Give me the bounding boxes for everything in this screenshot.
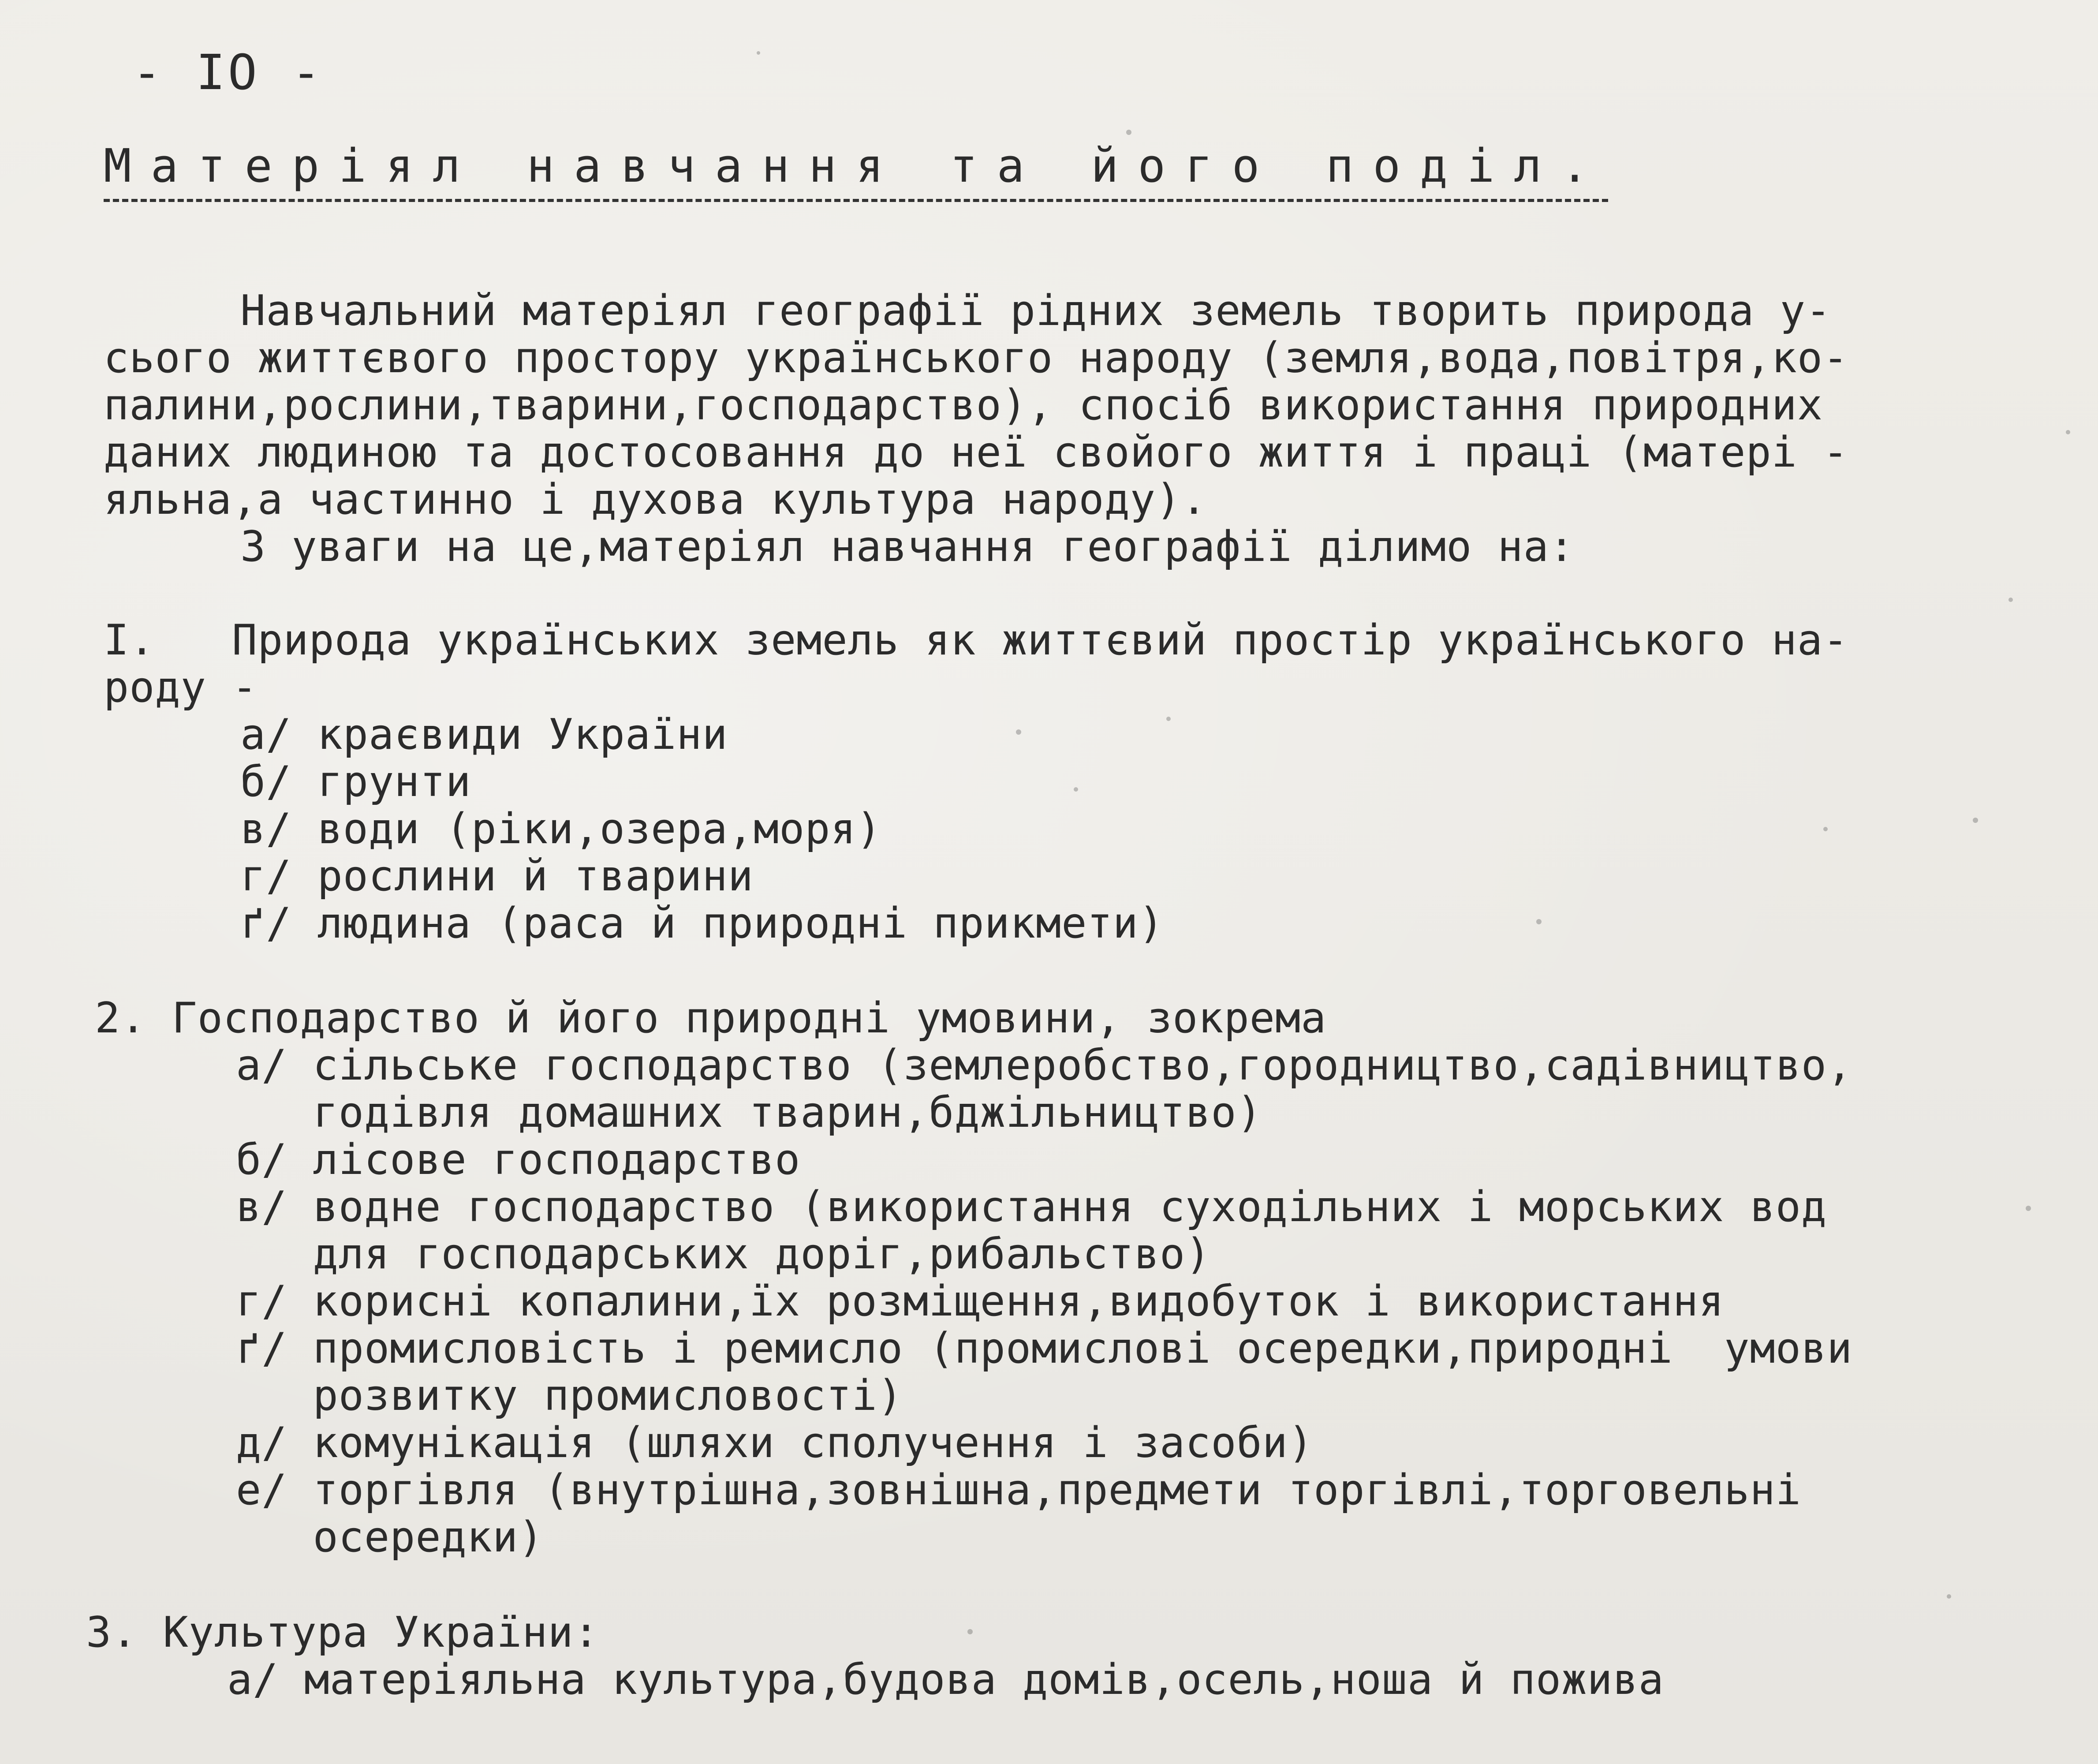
section-title: 2. Господарство й його природні умовини, зокрема: [95, 994, 1327, 1043]
list-item-cont: годівля домашних тварин,бджільництво): [236, 1088, 1262, 1137]
list-item: а/ краєвиди України: [240, 710, 728, 759]
paragraph-line: палини,рослини,тварини,господарство), спосіб використання природних: [104, 381, 1823, 430]
list-item: б/ лісове господарство: [236, 1136, 801, 1184]
list-item: е/ торгівля (внутрішна,зовнішна,предмети торгівлі,торговельні: [236, 1466, 1801, 1514]
list-item: г/ корисні копалини,їх розміщення,видобуток і використання: [236, 1277, 1725, 1326]
list-item: б/ грунти: [240, 758, 471, 806]
list-item: г/ рослини й тварини: [240, 852, 754, 901]
section-title: 3. Культура України:: [86, 1608, 599, 1657]
list-item: ґ/ промисловість і ремисло (промислові осередки,природні умови: [236, 1324, 1853, 1373]
list-item: д/ комунікація (шляхи сполучення і засоби): [236, 1419, 1314, 1467]
list-item-cont: розвитку промисловості): [236, 1372, 903, 1420]
list-item: в/ води (ріки,озера,моря): [240, 805, 882, 853]
list-item: а/ сільське господарство (землеробство,городництво,садівництво,: [236, 1041, 1853, 1090]
list-item: ґ/ людина (раса й природні прикмети): [240, 899, 1165, 948]
paragraph-line: Навчальний матеріял географії рідних земель творить природа у-: [240, 287, 1832, 335]
section-heading: Матеріял навчання та його поділ.: [104, 139, 1608, 202]
list-item-cont: для господарських доріг,рибальство): [236, 1230, 1211, 1278]
paragraph-line: З уваги на це,матеріял навчання географії ділимо на:: [240, 523, 1575, 571]
section-title-cont: роду -: [104, 663, 258, 712]
list-item-cont: осередки): [236, 1513, 544, 1562]
section-title: I. Природа українських земель як життєвий простір українського на-: [104, 616, 1849, 665]
paragraph-line: даних людиною та достосовання до неї свойого життя і праці (матері -: [104, 428, 1849, 477]
list-item: в/ водне господарство (використання суходільних і морських вод: [236, 1183, 1827, 1231]
list-item: а/ матеріяльна культура,будова домів,осель,ноша й пожива: [227, 1656, 1664, 1704]
page-number: - IO -: [132, 44, 324, 101]
paragraph-line: сього життєвого простору українського народу (земля,вода,повітря,ко-: [104, 334, 1849, 382]
paragraph-line: яльна,а частинно і духова культура народу).: [104, 475, 1207, 524]
